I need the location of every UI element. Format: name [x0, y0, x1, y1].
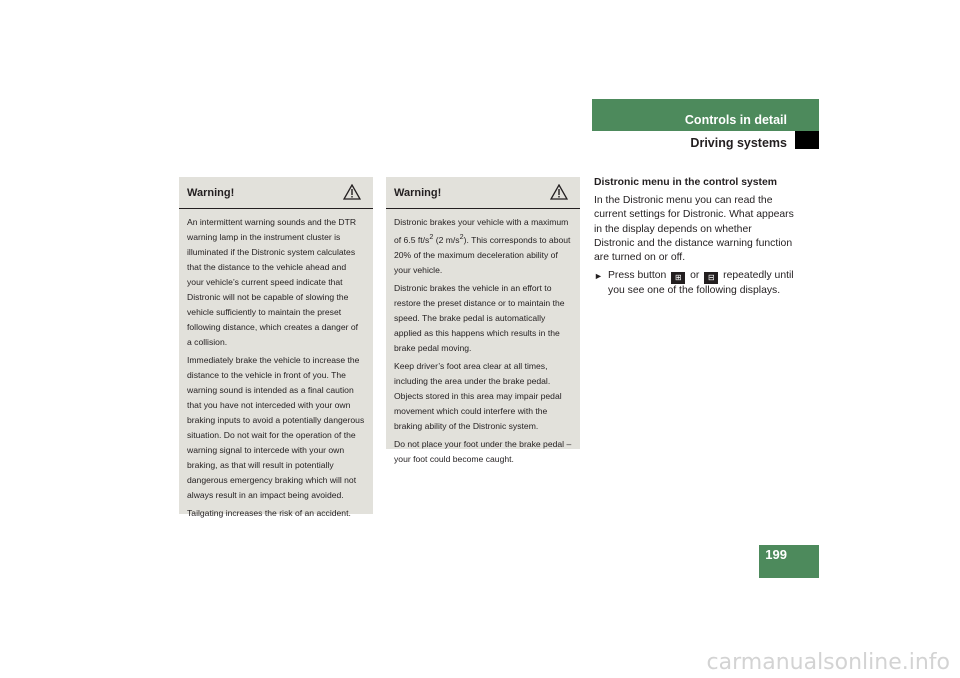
warning-paragraph: Distronic brakes the vehicle in an effort to restore the preset distance or to maintain the speed. The brake pedal is automatically applied as this happens which results in the brake pedal moving. [394, 282, 565, 353]
warning-paragraph: Tailgating increases the risk of an accident. [187, 508, 351, 518]
text-run: repeatedly until you see one of the following displays. [608, 270, 794, 297]
instruction-text [608, 269, 794, 298]
subsection-title: Driving systems [690, 136, 787, 150]
text-run: (2 m/s [433, 234, 460, 245]
warning-paragraph: Keep driver’s foot area clear at all times, including the area under the brake pedal. Objects stored in this area may impair pedal movement which could interfere with the braking ability of the Distronic system. [394, 360, 562, 431]
text-run: Distronic brakes your vehicle with a maximum of 6.5 ft/s [394, 217, 569, 245]
menu-next-button-icon: ⊞ [671, 272, 685, 284]
distronic-menu-section [594, 176, 794, 298]
warning-triangle-icon [343, 184, 361, 200]
bullet-arrow-icon: ► [594, 271, 603, 282]
superscript: 2 [459, 233, 464, 241]
section-title: Controls in detail [684, 113, 787, 127]
warning-paragraph: Do not place your foot under the brake pedal – your foot could become caught. [394, 438, 572, 464]
section-heading: Distronic menu in the control system [594, 177, 778, 188]
warning-title: Warning! [187, 187, 235, 199]
warning-box-middle [386, 177, 580, 464]
text-run: or [687, 270, 703, 282]
warning-header [179, 177, 373, 209]
warning-title: Warning! [394, 187, 442, 199]
text-run: ). This corresponds to about 20% of the maximum deceleration ability of your vehicle. [394, 234, 571, 275]
watermark: carmanualsonline.info [706, 650, 950, 675]
intro-paragraph: In the Distronic menu you can read the current settings for Distronic. What appears in the display depends on whether Distronic and the distance warning function are turned on or off. [594, 195, 794, 264]
menu-prev-button-icon: ⊟ [704, 272, 718, 284]
page-number: 199 [765, 547, 787, 562]
superscript: 2 [429, 233, 434, 241]
warning-body [179, 209, 373, 530]
warning-paragraph: An intermittent warning sounds and the DTR warning lamp in the instrument cluster is illuminated if the Distronic system calculates that the distance to the vehicle ahead and your vehicle’s current speed indicate that Distronic will not be capable of slowing the vehicle sufficiently to maintain the preset following distance, which creates a danger of a collision. [187, 217, 359, 347]
warning-paragraph: Immediately brake the vehicle to increase the distance to the vehicle in front of you. The warning sound is intended as a final caution that you have not interceded with your own braking inputs to avoid a potentially dangerous situation. Do not wait for the operation of the warning signal to intercede with your own braking, as that will result in potentially dangerous emergency braking which will not always result in an impact being avoided. [187, 355, 365, 500]
section-tab-marker [795, 131, 819, 149]
warning-body [386, 209, 580, 476]
warning-box-left [179, 177, 373, 518]
text-run: Press button [608, 270, 670, 282]
warning-triangle-icon [550, 184, 568, 200]
instruction-step [594, 269, 794, 298]
warning-paragraph [394, 215, 572, 278]
warning-header [386, 177, 580, 209]
